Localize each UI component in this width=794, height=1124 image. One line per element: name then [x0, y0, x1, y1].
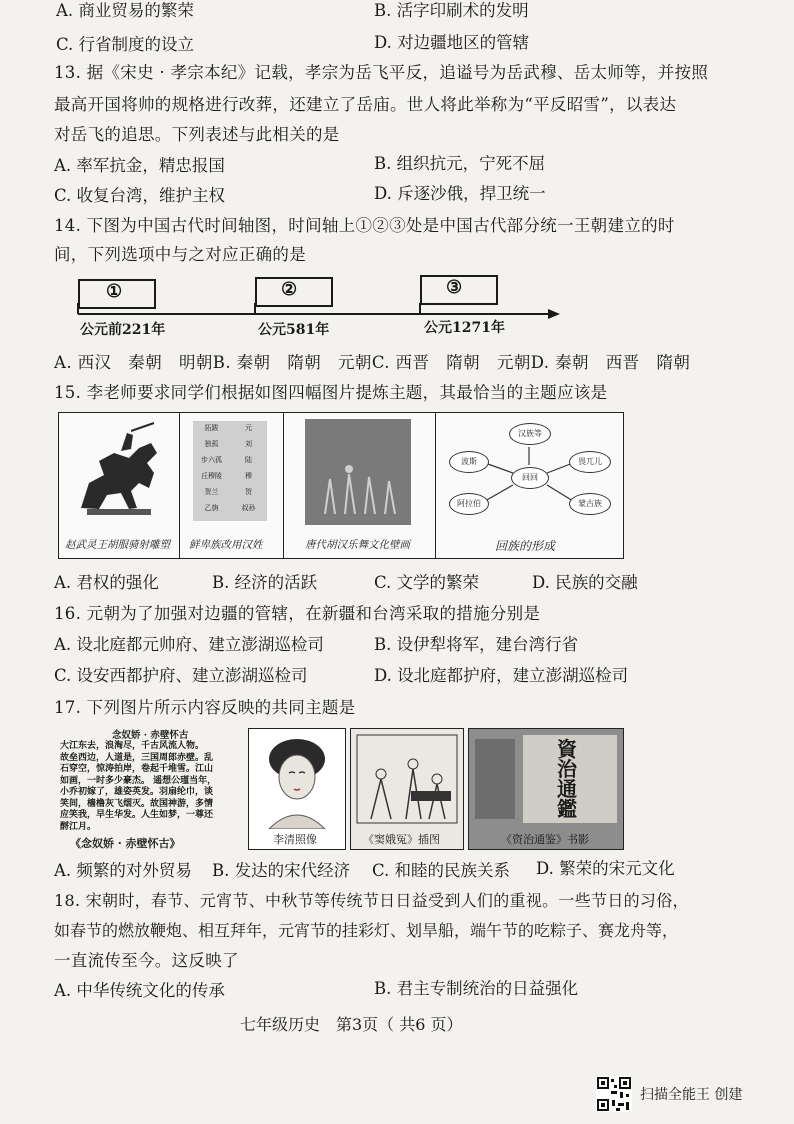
book-title: 資治通鑑 — [557, 737, 577, 821]
timeline-box-1 — [78, 279, 156, 309]
opera-scene-icon — [351, 729, 463, 829]
table-cell: 拓跋 — [204, 424, 219, 432]
q16-option-b: B. 设伊犁将军，建台湾行省 — [374, 635, 579, 654]
q17-picture-portrait — [248, 728, 346, 850]
q15-stem: 15. 李老师要求同学们根据如图四幅图片提炼主题，其最恰当的主题应该是 — [54, 383, 608, 402]
q13-option-c: C. 收复台湾，维护主权 — [54, 186, 226, 205]
q17-picture-poem — [60, 727, 244, 849]
timeline-box-3 — [420, 275, 498, 305]
q18-option-b: B. 君主专制统治的日益强化 — [374, 979, 579, 998]
q17-option-a: A. 频繁的对外贸易 — [54, 861, 192, 880]
mural-image — [305, 419, 411, 525]
timeline-label-3: 公元1271年 — [424, 320, 505, 336]
surname-table — [193, 421, 267, 521]
q16-option-a: A. 设北庭都元帅府、建立澎湖巡检司 — [54, 635, 324, 654]
timeline — [70, 275, 570, 338]
q13-stem-line2: 最高开国将帅的规格进行改葬，还建立了岳庙。世人将此举称为“平反昭雪”，以表达 — [54, 95, 677, 114]
table-cell: 刘 — [245, 440, 252, 448]
q17-picture-book — [468, 728, 624, 850]
q13-stem-line3: 对岳飞的追思。下列表述与此相关的是 — [54, 125, 340, 144]
prev-option-a: A. 商业贸易的繁荣 — [56, 1, 194, 20]
prev-option-d: D. 对边疆地区的管辖 — [374, 33, 530, 52]
q17-stem: 17. 下列图片所示内容反映的共同主题是 — [54, 698, 356, 717]
horse-rider-statue-icon — [59, 413, 179, 533]
q17-picture-illustration — [350, 728, 464, 850]
diagram-node: 阿拉伯 — [449, 493, 489, 515]
q15-caption-3: 唐代胡汉乐舞文化壁画 — [305, 539, 410, 551]
timeline-marker-3: ③ — [446, 277, 463, 298]
diagram-node: 波斯 — [449, 451, 489, 473]
page-footer: 七年级历史 第3页（ 共6 页） — [240, 1015, 463, 1034]
prev-option-b: B. 活字印刷术的发明 — [374, 1, 529, 20]
q15-caption-4: 回族的形成 — [495, 539, 556, 553]
q14-options: A. 西汉 秦朝 明朝B. 秦朝 隋朝 元朝C. 西晋 隋朝 元朝D. 秦朝 西晋 隋朝 — [54, 353, 691, 372]
portrait-icon — [249, 729, 345, 829]
table-cell: 贺兰 — [204, 488, 219, 496]
table-cell: 贺 — [245, 488, 252, 496]
q15-option-c: C. 文学的繁荣 — [374, 573, 480, 592]
q15-caption-2: 鲜卑族改用汉姓 — [189, 539, 263, 551]
q15-option-d: D. 民族的交融 — [532, 573, 638, 592]
timeline-marker-1: ① — [106, 281, 123, 302]
q13-option-b: B. 组织抗元，宁死不屈 — [374, 154, 546, 173]
q17-option-c: C. 和睦的民族关系 — [372, 861, 511, 880]
q17-caption-2: 李清照像 — [273, 833, 317, 846]
q18-stem-line3: 一直流传至今。这反映了 — [54, 951, 239, 970]
q16-option-d: D. 设北庭都护府，建立澎湖巡检司 — [374, 666, 629, 685]
q17-option-b: B. 发达的宋代经济 — [212, 861, 351, 880]
book-cover — [523, 735, 617, 823]
table-cell: 穆 — [245, 472, 252, 480]
diagram-node-center: 回回 — [511, 467, 549, 489]
qr-code-icon — [596, 1076, 632, 1112]
q14-stem-line1: 14. 下图为中国古代时间轴图，时间轴上①②③处是中国古代部分统一王朝建立的时 — [54, 216, 675, 235]
q13-option-a: A. 率军抗金，精忠报国 — [54, 156, 225, 175]
q17-caption-3: 《窦娥冤》插图 — [363, 833, 440, 846]
timeline-marker-2: ② — [281, 279, 298, 300]
q13-stem-line1: 13. 据《宋史 · 孝宗本纪》记载，孝宗为岳飞平反，追谥号为岳武穆、岳太师等，并按照 — [54, 63, 709, 82]
prev-option-c: C. 行省制度的设立 — [56, 35, 195, 54]
q15-picture-strip — [58, 412, 624, 559]
table-cell: 丘穆陵 — [201, 472, 222, 480]
table-cell: 元 — [245, 424, 252, 432]
scanner-brand: 扫描全能王 创建 — [640, 1087, 743, 1103]
q15-picture-3 — [283, 413, 436, 558]
q15-picture-2 — [179, 413, 284, 558]
table-cell: 乙旃 — [204, 504, 219, 512]
table-cell: 叔孙 — [241, 504, 256, 512]
q15-picture-1 — [59, 413, 180, 558]
q15-option-a: A. 君权的强化 — [54, 573, 159, 592]
table-cell: 步六孤 — [201, 456, 222, 464]
poem-title: 念奴娇 · 赤壁怀古 — [112, 730, 189, 741]
q13-option-d: D. 斥逐沙俄，捍卫统一 — [374, 184, 546, 203]
q15-picture-4 — [435, 413, 623, 558]
q14-stem-line2: 间，下列选项中与之对应正确的是 — [54, 245, 306, 264]
dancer-figures-icon — [305, 419, 411, 525]
q18-stem-line2: 如春节的燃放鞭炮、相互拜年，元宵节的挂彩灯、划旱船，端午节的吃粽子、赛龙舟等， — [54, 921, 679, 940]
q18-option-a: A. 中华传统文化的传承 — [54, 981, 225, 1000]
q15-option-b: B. 经济的活跃 — [212, 573, 318, 592]
table-cell: 陆 — [245, 456, 252, 464]
q16-option-c: C. 设安西都护府、建立澎湖巡检司 — [54, 666, 308, 685]
poem-text: 大江东去，浪淘尽，千古风流人物。 故垒西边，人道是，三国周郎赤壁。乱 石穿空，惊涛拍岸，卷起千堆雪。江山 如画，一时多少豪杰。 遥想公瑾当年， 小乔初嫁了，雄姿英发。羽扇纶巾，谈 笑间，樯橹灰飞烟灭。故国神游，多情 应笑我，早生华发。人生如梦，一尊还 酹江月。 — [60, 741, 217, 832]
table-cell: 独孤 — [204, 440, 219, 448]
q16-stem: 16. 元朝为了加强对边疆的管辖，在新疆和台湾采取的措施分别是 — [54, 604, 541, 623]
book-spine — [475, 739, 515, 819]
diagram-node: 蒙古族 — [569, 493, 611, 515]
q17-caption-4: 《资治通鉴》书影 — [501, 833, 589, 846]
timeline-label-1: 公元前221年 — [80, 322, 166, 338]
q17-caption-1: 《念奴娇 · 赤壁怀古》 — [70, 837, 181, 850]
diagram-node: 畏兀儿 — [569, 451, 611, 473]
diagram-node: 汉族等 — [509, 423, 551, 445]
timeline-box-2 — [255, 277, 333, 307]
q15-caption-1: 赵武灵王胡服骑射雕塑 — [65, 539, 170, 551]
q18-stem-line1: 18. 宋朝时，春节、元宵节、中秋节等传统节日日益受到人们的重视。一些节日的习俗， — [54, 891, 689, 910]
q17-option-d: D. 繁荣的宋元文化 — [536, 859, 675, 878]
timeline-label-2: 公元581年 — [258, 322, 330, 338]
